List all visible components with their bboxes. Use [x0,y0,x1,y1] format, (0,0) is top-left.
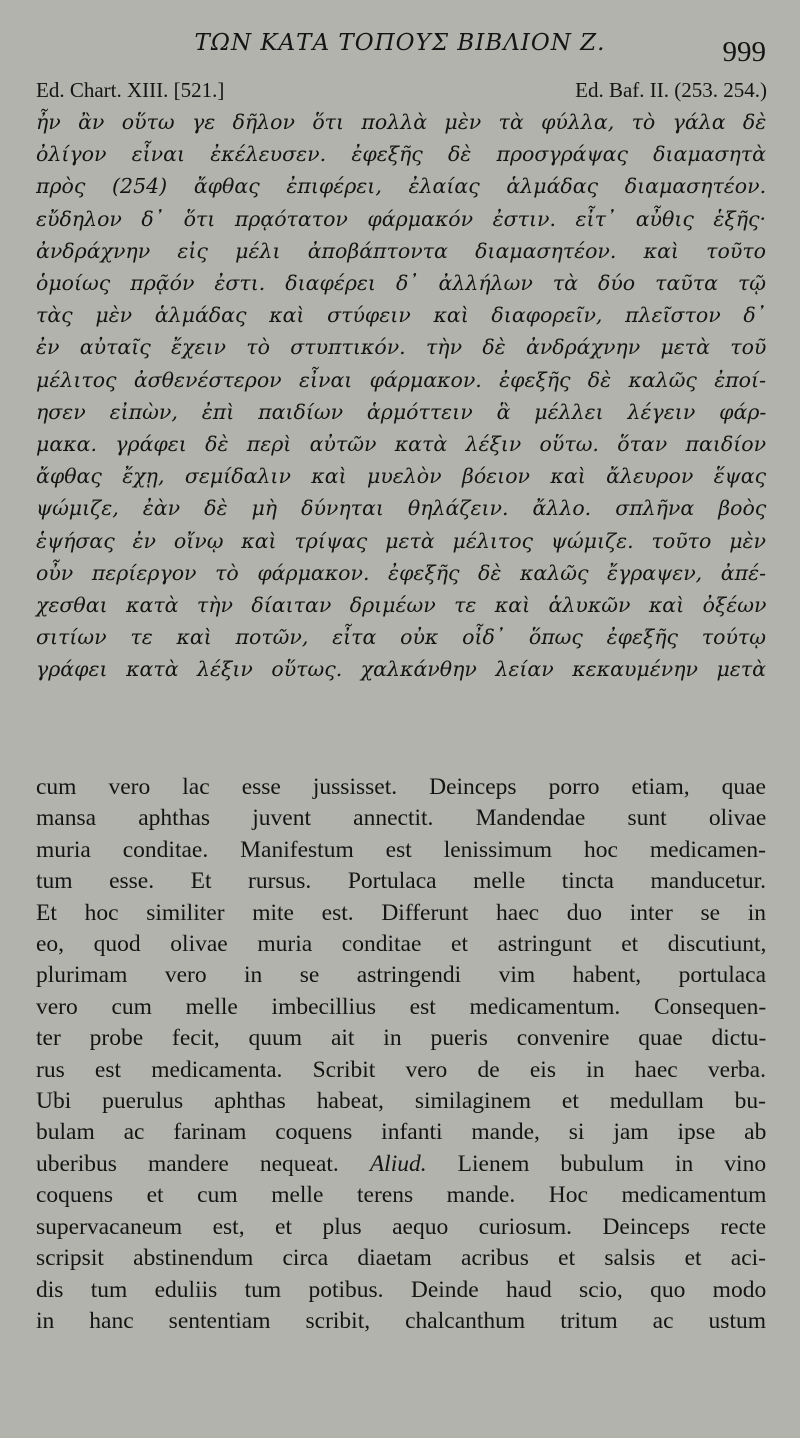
italic-heading-aliud: Aliud. [369,1150,427,1177]
greek-line: σιτίων τε καὶ ποτῶν, εἶτα οὐκ οἶδ᾽ ὅπως ἐφεξῆς τούτῳ [36,625,766,650]
latin-line: rus est medicamenta. Scribit vero de eis in haec verba. [36,1056,766,1083]
latin-line-text: uberibus mandere nequeat. [36,1150,370,1177]
greek-line: μακα. γράφει δὲ περὶ αὐτῶν κατὰ λέξιν οὕτω. ὅταν παιδίον [36,432,767,457]
latin-line: vero cum melle imbecillius est medicamentum. Consequen- [36,993,767,1020]
latin-line: Et hoc similiter mite est. Differunt haec duo inter se in [36,899,766,926]
greek-line: ἑψήσας ἐν οἴνῳ καὶ τρίψας μετὰ μέλιτος ψώμιζε. τοῦτο μὲν [36,528,766,553]
latin-line: eo, quod olivae muria conditae et astringunt et discutiunt, [36,931,767,958]
latin-line: in hanc sententiam scribit, chalcanthum tritum ac ustum [36,1307,766,1334]
latin-line: dis tum eduliis tum potibus. Deinde haud scio, quo modo [36,1276,767,1303]
greek-line: ἦν ἂν οὕτω γε δῆλον ὅτι πολλὰ μὲν τὰ φύλλα, τὸ γάλα δὲ [36,110,767,134]
greek-line: εὔδηλον δ᾽ ὅτι πρᾳότατον φάρμακόν ἐστιν. εἶτ᾽ αὖθις ἑξῆς· [36,206,766,231]
greek-text-block [36,106,766,686]
edition-reference-left: Ed. Chart. XIII. [521.] [36,78,225,102]
latin-line-text: Lienem bubulum in vino [426,1150,767,1177]
greek-line: χεσθαι κατὰ τὴν δίαιταν δριμέων τε καὶ ἁλυκῶν καὶ ὀξέων [36,593,767,618]
running-title: ΤΩΝ ΚΑΤΑ ΤΟΠΟΥΣ ΒΙΒΛΙΟΝ Ζ. [194,30,606,56]
latin-line: tum esse. Et rursus. Portulaca melle tincta manducetur. [36,868,766,895]
latin-line: coquens et cum melle terens mande. Hoc medicamentum [36,1182,767,1209]
greek-line: ψώμιζε, ἐὰν δὲ μὴ δύνηται θηλάζειν. ἄλλο. σπλῆνα βοὸς [36,496,767,521]
greek-line: τὰς μὲν ἁλμάδας καὶ στύφειν καὶ διαφορεῖν, πλεῖστον δ᾽ [36,303,766,328]
greek-line: πρὸς (254) ἄφθας ἐπιφέρει, ἐλαίας ἁλμάδας διαμασητέον. [36,174,767,199]
greek-line: ἀνδράχνην εἰς μέλι ἀποβάπτοντα διαμασητέον. καὶ τοῦτο [36,238,766,263]
latin-line: bulam ac farinam coquens infanti mande, si jam ipse ab [36,1119,767,1146]
greek-line: ἐν αὐταῖς ἔχειν τὸ στυπτικόν. τὴν δὲ ἀνδράχνην μετὰ τοῦ [36,335,767,360]
latin-line: mansa aphthas juvent annectit. Mandendae sunt olivae [36,805,767,832]
latin-line: Ubi puerulus aphthas habeat, similaginem et medullam bu- [36,1088,766,1115]
greek-line: ησεν εἰπὼν, ἐπὶ παιδίων ἁρμόττειν ἃ μέλλει λέγειν φάρ- [36,399,767,424]
greek-line: ὀλίγον εἶναι ἐκέλευσεν. ἐφεξῆς δὲ προσγράψας διαμασητὰ [36,142,766,167]
latin-line: ter probe fecit, quum ait in pueris convenire quae dictu- [36,1025,767,1052]
greek-line: ὁμοίως πρᾷόν ἐστι. διαφέρει δ᾽ ἀλλήλων τὰ δύο ταῦτα τῷ [36,271,766,296]
latin-line: scripsit abstinendum circa diaetam acribus et salsis et aci- [36,1245,766,1272]
latin-line: supervacaneum est, et plus aequo curiosum. Deinceps recte [36,1213,766,1240]
greek-line: οὖν περίεργον τὸ φάρμακον. ἐφεξῆς δὲ καλῶς ἔγραψεν, ἀπέ- [36,560,766,585]
page-number: 999 [722,36,766,68]
latin-text-block [36,772,766,1337]
latin-line: muria conditae. Manifestum est lenissimum hoc medicamen- [36,836,766,863]
latin-line: cum vero lac esse jussisset. Deinceps porro etiam, quae [36,774,766,800]
latin-line [36,1149,766,1180]
greek-line: μέλιτος ἀσθενέστερον εἶναι φάρμακον. ἐφεξῆς δὲ καλῶς ἐποί- [36,367,766,392]
edition-reference-right: Ed. Baf. II. (253. 254.) [575,78,767,102]
greek-line: γράφει κατὰ λέξιν οὕτως. χαλκάνθην λείαν κεκαυμένην μετὰ [36,657,766,682]
latin-line: plurimam vero in se astringendi vim habent, portulaca [36,962,767,989]
greek-line: ἄφθας ἔχῃ, σεμίδαλιν καὶ μυελὸν βόειον καὶ ἄλευρον ἕψας [36,464,767,489]
